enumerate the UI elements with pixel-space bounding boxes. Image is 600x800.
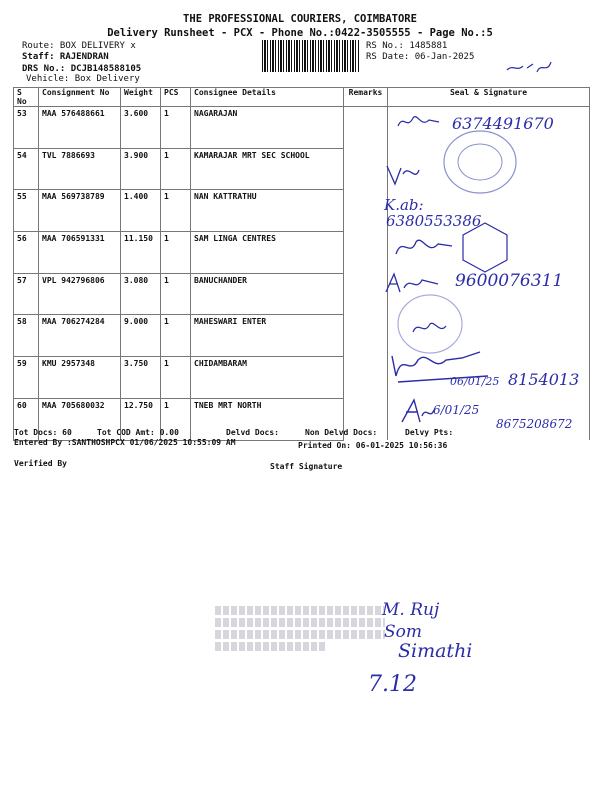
col-header-sno: S No [14,88,39,107]
row55-note: K.ab: [384,196,424,214]
cell-consignment: MAA 569738789 [39,190,121,232]
cell-remarks [344,357,388,399]
signature-icon [410,318,450,338]
drs-number: DRS No.: DCJB148588105 [22,64,142,74]
company-title: THE PROFESSIONAL COURIERS, COIMBATORE [183,13,417,25]
signature-icon [392,232,457,262]
barcode-image [262,40,360,72]
cell-weight: 3.900 [121,148,161,190]
cell-consignee: NAN KATTRATHU [191,190,344,232]
cell-weight: 3.080 [121,273,161,315]
cell-consignee: CHIDAMBARAM [191,357,344,399]
cell-sno: 58 [14,315,39,357]
printed-on: Printed On: 06-01-2025 10:56:36 [298,441,448,450]
table-header-row [14,88,590,107]
cell-sno: 57 [14,273,39,315]
cell-consignment: KMU 2957348 [39,357,121,399]
cell-consignment: TVL 7886693 [39,148,121,190]
cell-weight: 3.750 [121,357,161,399]
delivered-docs: Delvd Docs: [226,428,279,437]
cell-sno: 59 [14,357,39,399]
cell-consignment: MAA 705680032 [39,398,121,440]
bottom-note-1: M. Ruj [382,600,440,620]
row60-phone: 8675208672 [496,417,573,431]
cell-remarks [344,190,388,232]
signature-icon [383,160,423,190]
cell-consignee: KAMARAJAR MRT SEC SCHOOL [191,148,344,190]
cell-consignee: BANUCHANDER [191,273,344,315]
staff-signature-label: Staff Signature [270,462,343,471]
verified-by-label: Verified By [14,459,67,468]
cell-pcs: 1 [161,273,191,315]
row57-phone: 9600076311 [455,271,564,291]
cell-weight: 3.600 [121,107,161,149]
cell-sno: 54 [14,148,39,190]
bottom-note-4: 7.12 [368,672,417,697]
cell-pcs: 1 [161,148,191,190]
cell-remarks [344,148,388,190]
cell-consignee: MAHESWARI ENTER [191,315,344,357]
cell-weight: 11.150 [121,232,161,274]
cell-consignment: MAA 706274284 [39,315,121,357]
col-header-weight: Weight [121,88,161,107]
cell-consignee: TNEB MRT NORTH [191,398,344,440]
col-header-consignee: Consignee Details [191,88,344,107]
vehicle-info: Vehicle: Box Delivery [26,74,140,84]
signature-icon [395,110,445,135]
row59-date: 06/01/25 [450,375,500,388]
col-header-remarks: Remarks [344,88,388,107]
cell-pcs: 1 [161,315,191,357]
col-header-seal: Seal & Signature [388,88,590,107]
cell-remarks [344,315,388,357]
cell-sno: 53 [14,107,39,149]
col-header-consignment: Consignment No [39,88,121,107]
cell-remarks [344,273,388,315]
cell-sno: 56 [14,232,39,274]
faded-stamp-block [215,603,385,665]
seal-stamp-icon [455,220,515,275]
cell-remarks [344,232,388,274]
row53-phone: 6374491670 [452,114,554,133]
cell-consignment: MAA 576488661 [39,107,121,149]
row60-date: 6/01/25 [433,403,480,417]
bottom-note-3: Simathi [398,640,473,662]
total-cod-amount: Tot COD Amt: 0.00 [97,428,179,437]
cell-pcs: 1 [161,107,191,149]
entered-by: Entered By :SANTHOSHPCX 01/06/2025 10:55:09 AM [14,438,236,447]
row59-phone: 8154013 [508,370,580,389]
rs-number: RS No.: 1485881 [366,41,448,51]
cell-weight: 9.000 [121,315,161,357]
cell-consignee: NAGARAJAN [191,107,344,149]
cell-consignee: SAM LINGA CENTRES [191,232,344,274]
bottom-note-2: Som [384,622,423,642]
rs-date: RS Date: 06-Jan-2025 [366,52,475,62]
cell-weight: 12.750 [121,398,161,440]
row55-phone: 6380553386 [386,212,482,230]
route-info: Route: BOX DELIVERY x [22,41,136,51]
cell-pcs: 1 [161,398,191,440]
cell-sno: 60 [14,398,39,440]
runsheet-subtitle: Delivery Runsheet - PCX - Phone No.:0422-3505555 - Page No.:5 [107,27,493,39]
table-row [14,357,590,399]
delivery-points: Delvy Pts: [405,428,454,437]
cell-consignment: MAA 706591331 [39,232,121,274]
cell-consignment: VPL 942796806 [39,273,121,315]
signature-icon [382,270,442,298]
cell-remarks [344,107,388,149]
seal-stamp-icon [440,128,520,198]
cell-pcs: 1 [161,357,191,399]
cell-pcs: 1 [161,232,191,274]
cell-pcs: 1 [161,190,191,232]
cell-sno: 55 [14,190,39,232]
signature-icon [396,396,436,426]
table-row [14,315,590,357]
header-scribble-icon [505,58,555,78]
staff-info: Staff: RAJENDRAN [22,52,109,62]
total-docs: Tot Docs: 60 [14,428,72,437]
non-delivered-docs: Non Delvd Docs: [305,428,378,437]
cell-weight: 1.400 [121,190,161,232]
col-header-pcs: PCS [161,88,191,107]
